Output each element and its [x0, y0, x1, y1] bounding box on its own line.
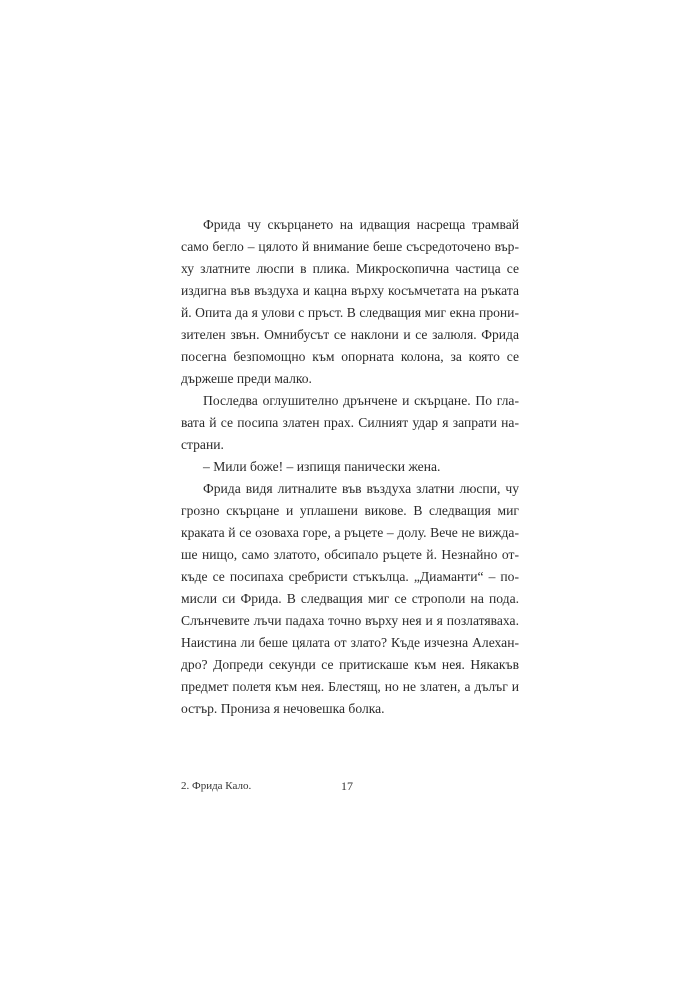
text-line: само бегло – цялото й внимание беше съсредоточено вър-: [181, 239, 519, 254]
text-line: вата й се посипа златен прах. Силният удар я запрати на-: [181, 415, 519, 430]
page-number: 17: [341, 779, 353, 793]
text-line: остър. Прониза я нечовешка болка.: [181, 701, 385, 716]
text-line: ше нищо, само златото, обсипало ръцете й. Незнайно от-: [181, 547, 519, 562]
text-line: Фрида чу скърцането на идващия насреща трамвай: [203, 217, 519, 232]
text-line: й. Опита да я улови с пръст. В следващия миг екна прони-: [181, 305, 519, 320]
text-line: посегна безпомощно към опорната колона, за която се: [181, 349, 519, 364]
text-line: Наистина ли беше цялата от злато? Къде изчезна Алехан-: [181, 635, 519, 650]
text-line: издигна във въздуха и кацна върху косъмчетата на ръката: [181, 283, 519, 298]
text-line: къде се посипаха сребристи стъкълца. „Диаманти“ – по-: [181, 569, 519, 584]
footer-signature-note: 2. Фрида Кало.: [181, 780, 252, 792]
text-line: Слънчевите лъчи падаха точно върху нея и я позлатяваха.: [181, 613, 519, 628]
text-line: ху златните люспи в плика. Микроскопична частица се: [181, 261, 519, 276]
text-line: Последва оглушително дрънчене и скърцане. По гла-: [203, 393, 519, 408]
text-line: Фрида видя литналите във въздуха златни люспи, чу: [203, 481, 519, 496]
text-line: страни.: [181, 437, 224, 452]
text-line: зителен звън. Омнибусът се наклони и се залюля. Фрида: [181, 327, 519, 342]
text-line: – Мили боже! – изпищя панически жена.: [203, 459, 441, 474]
text-line: грозно скърцане и уплашени викове. В следващия миг: [181, 503, 519, 518]
body-text: [181, 214, 519, 720]
text-line: предмет полетя към нея. Блестящ, но не златен, а дълъг и: [181, 679, 519, 694]
text-line: дро? Допреди секунди се притискаше към нея. Някакъв: [181, 657, 519, 672]
text-line: мисли си Фрида. В следващия миг се строполи на пода.: [181, 591, 519, 606]
text-line: държеше преди малко.: [181, 371, 312, 386]
text-line: краката й се озоваха горе, а ръцете – долу. Вече не вижда-: [181, 525, 519, 540]
